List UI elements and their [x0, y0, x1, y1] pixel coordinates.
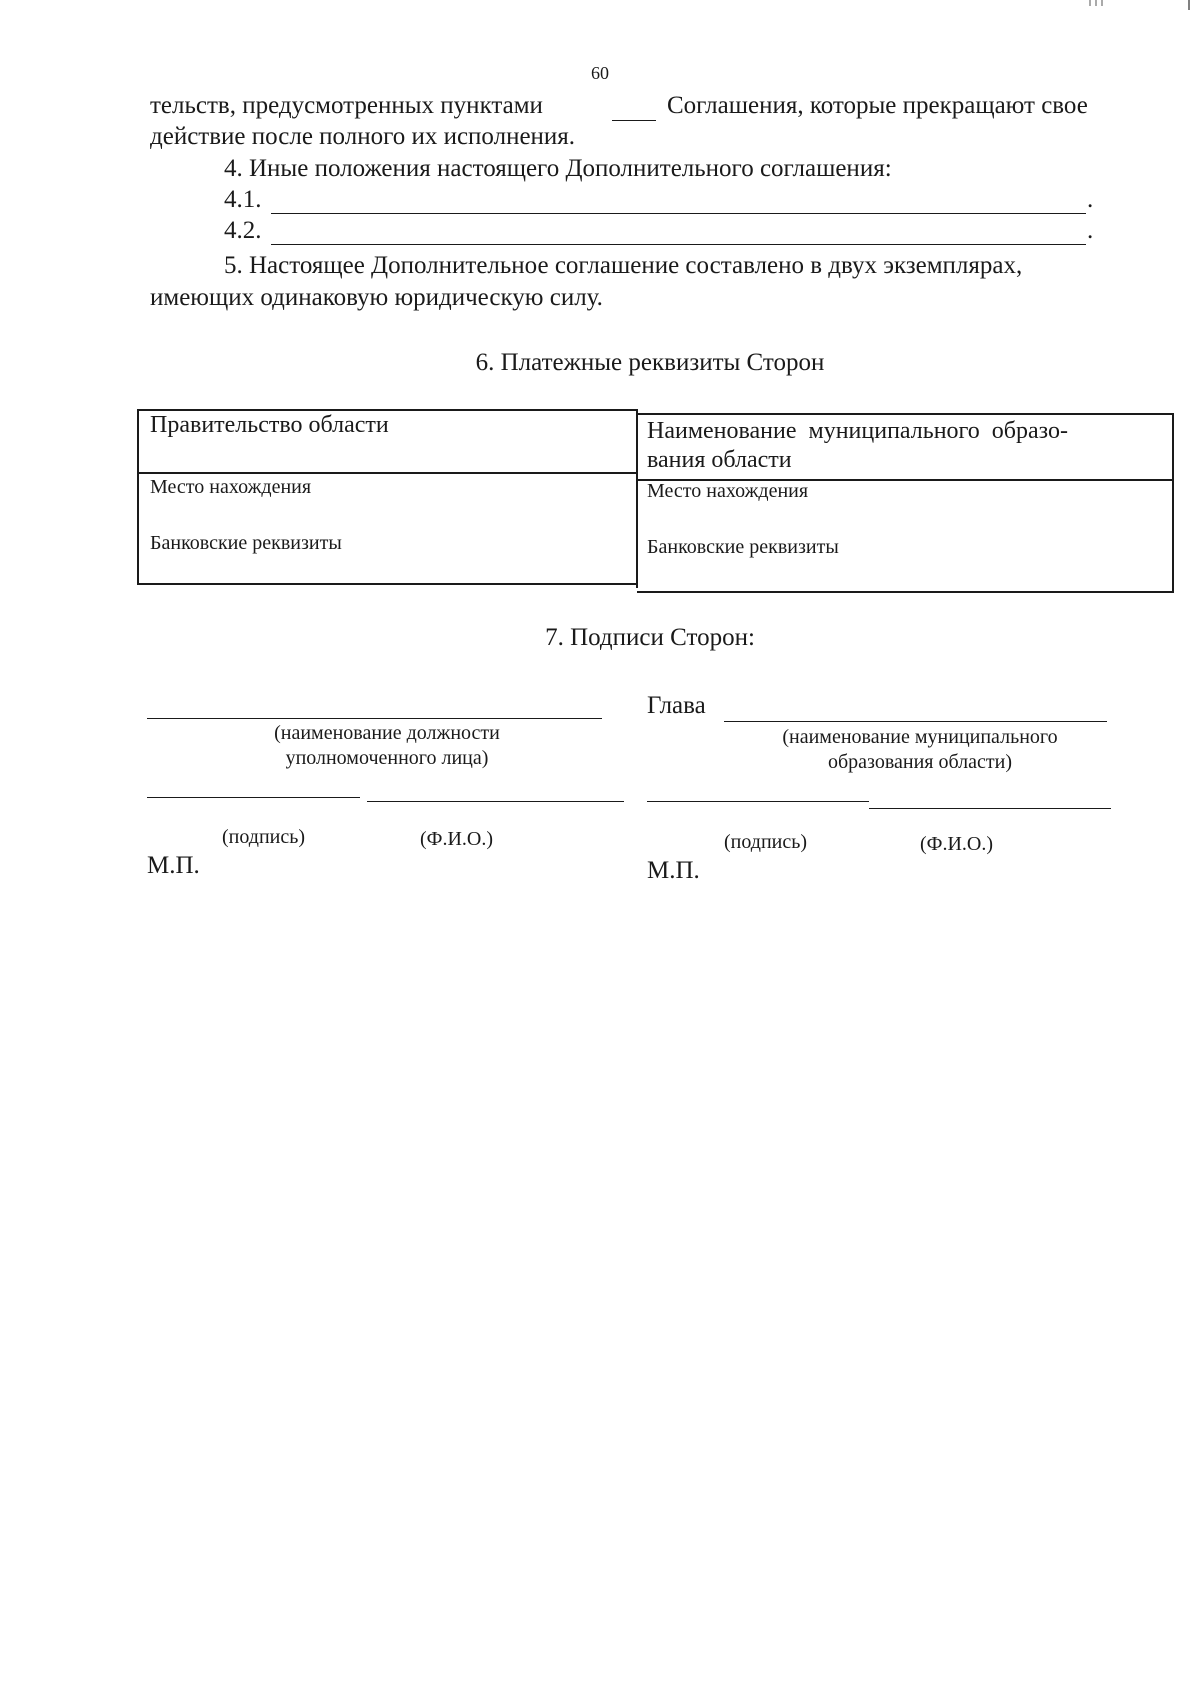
left-position-caption-1: (наименование должности: [274, 722, 500, 744]
right-caption-2: образования области): [827, 751, 1012, 773]
item-5-line-1: 5. Настоящее Дополнительное соглашение составлено в двух экземплярах,: [224, 252, 1023, 279]
item-4-2-label: 4.2.: [224, 217, 262, 244]
item-4-1-label: 4.1.: [224, 186, 262, 213]
section-7-title: 7. Подписи Сторон:: [545, 624, 755, 651]
body-line-2: действие после полного их исполнения.: [150, 123, 576, 150]
right-name-line: [869, 808, 1111, 809]
left-signature-line: [147, 797, 360, 798]
item-4: 4. Иные положения настоящего Дополнительного соглашения:: [224, 155, 892, 182]
right-party-header-line-1: Наименование муниципального образо-: [647, 418, 1068, 444]
item-4-2-end: .: [1087, 217, 1094, 244]
head-label: Глава: [647, 692, 706, 719]
page-number: 60: [591, 63, 609, 83]
left-stamp-place: М.П.: [147, 852, 200, 879]
right-signature-label: (подпись): [724, 831, 808, 853]
item-4-1-end: .: [1087, 186, 1094, 213]
section-6-title: 6. Платежные реквизиты Сторон: [475, 349, 825, 376]
right-name-label: (Ф.И.О.): [920, 833, 994, 855]
municipality-line: [724, 721, 1107, 722]
right-party-location: Место нахождения: [647, 480, 809, 502]
left-position-caption-2: уполномоченного лица): [285, 747, 489, 769]
clause-number-blank: [612, 120, 656, 121]
body-line-1-right: Соглашения, которые прекращают свое: [667, 92, 1088, 119]
item-4-2-blank: [271, 244, 1086, 245]
right-stamp-place: М.П.: [647, 857, 700, 884]
right-signature-line: [647, 801, 869, 802]
body-line-1-left: тельств, предусмотренных пунктами: [150, 92, 543, 119]
right-caption-1: (наименование муниципального: [782, 726, 1058, 748]
left-party-header: Правительство области: [150, 412, 389, 438]
item-4-1-blank: [271, 213, 1086, 214]
item-5-line-2: имеющих одинаковую юридическую силу.: [150, 284, 603, 311]
scan-edge-mark: [1070, 0, 1200, 12]
left-position-line: [147, 718, 602, 719]
left-name-label: (Ф.И.О.): [420, 828, 494, 850]
right-party-bank: Банковские реквизиты: [647, 536, 839, 558]
right-party-header-line-2: вания области: [647, 447, 792, 473]
left-name-line: [367, 801, 624, 802]
left-party-bank: Банковские реквизиты: [150, 532, 342, 554]
left-party-location: Место нахождения: [150, 476, 312, 498]
left-signature-label: (подпись): [222, 826, 306, 848]
